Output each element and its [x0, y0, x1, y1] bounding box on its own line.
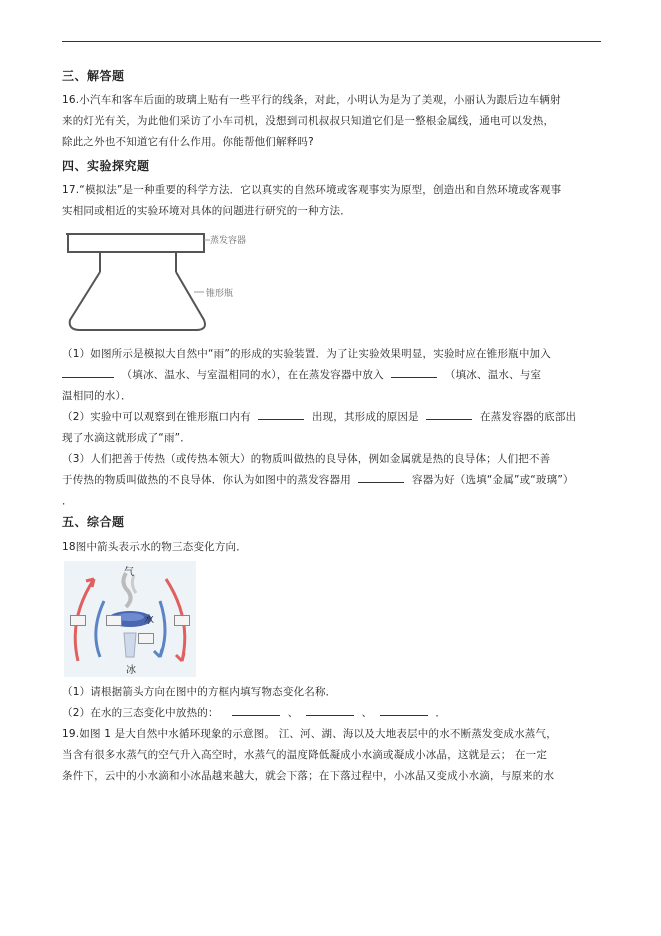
water-states-figure — [64, 561, 196, 677]
q17-part3-line-2: 于传热的物质叫做热的不良导体．你认为如图中的蒸发容器用 容器为好（选填“金属”或“玻璃”） — [62, 470, 602, 491]
section-3-heading: 三、解答题 — [62, 69, 125, 83]
answer-box-inner-left[interactable] — [106, 615, 122, 626]
q19-line-2: 当含有很多水蒸气的空气升入高空时，水蒸气的温度降低凝成小水滴或凝成小冰晶，这就是云； 在一定 — [62, 749, 548, 761]
q17-intro-line-1: 17.“模拟法”是一种重要的科学方法．它以真实的自然环境或客观事实为原型，创造出和自然环境或客观事 — [62, 184, 562, 196]
q17-part3-line-1: （3）人们把善于传热（或传热本领大）的物质叫做热的良导体，例如金属就是热的良导体；人们把不善 — [62, 453, 551, 465]
answer-blank[interactable] — [306, 703, 354, 716]
evaporation-dish-label: 蒸发容器 — [210, 236, 247, 246]
answer-blank[interactable] — [426, 407, 472, 420]
q19-line-3: 条件下，云中的小水滴和小冰晶越来越大，就会下落；在下落过程中，小冰晶又变成小水滴，与原来的水 — [62, 770, 555, 782]
question-17-intro — [62, 180, 602, 222]
answer-blank[interactable] — [258, 407, 304, 420]
q17-part2-line-1: （2）实验中可以观察到在锥形瓶口内有 出现，其形成的原因是 在蒸发容器的底部出 — [62, 407, 602, 428]
answer-box-inner-right[interactable] — [138, 633, 154, 644]
gas-label: 气 — [124, 567, 134, 578]
answer-blank[interactable] — [62, 365, 114, 378]
q17-part1-line-1: （1）如图所示是模拟大自然中“雨”的形成的实验装置．为了让实验效果明显，实验时应在锥形瓶中加入 — [62, 348, 551, 360]
q17-part1-line-2: （填冰、温水、与室温相同的水），在在蒸发容器中放入 （填冰、温水、与室 — [62, 365, 602, 386]
q18-part-1: （1）请根据箭头方向在图中的方框内填写物态变化名称． — [62, 686, 337, 698]
answer-box-right[interactable] — [174, 615, 190, 626]
q17-intro-line-2: 实相同或相近的实验环境对具体的问题进行研究的一种方法． — [62, 205, 351, 217]
section-5-heading: 五、综合题 — [62, 515, 125, 529]
question-16 — [62, 90, 602, 153]
q16-line-1: 16.小汽车和客车后面的玻璃上贴有一些平行的线条，对此，小明认为是为了美观，小丽认为跟后边车辆射 — [62, 94, 561, 106]
q17-part2-line-2: 现了水滴这就形成了“雨”． — [62, 432, 191, 444]
question-18-parts — [62, 682, 602, 724]
flask-apparatus-drawing — [64, 228, 284, 338]
question-18-intro: 18图中箭头表示水的物三态变化方向． — [62, 541, 247, 553]
answer-blank[interactable] — [232, 703, 280, 716]
ice-label: 冰 — [126, 665, 136, 676]
q17-part3-line-3: ． — [62, 495, 73, 507]
question-17-parts — [62, 344, 602, 512]
answer-blank[interactable] — [358, 470, 404, 483]
q16-line-3: 除此之外也不知道它有什么作用。你能帮他们解释吗? — [62, 136, 314, 148]
experiment-figure — [64, 228, 284, 338]
conical-flask-label: 锥形瓶 — [206, 289, 234, 299]
q17-part1-line-3: 温相同的水）． — [62, 390, 132, 402]
q19-line-1: 19.如图 1 是大自然中水循环现象的示意图。 江、河、湖、海以及大地表层中的水不断蒸发变成水蒸气， — [62, 728, 557, 740]
water-label: 水 — [144, 615, 154, 626]
q16-line-2: 来的灯光有关，为此他们采访了小车司机，没想到司机叔叔只知道它们是一整根金属线，通电可以发热， — [62, 115, 555, 127]
q18-part-2: （2）在水的三态变化中放热的： 、 、 ． — [62, 703, 602, 724]
section-4-heading: 四、实验探究题 — [62, 159, 150, 173]
answer-box-left[interactable] — [70, 615, 86, 626]
question-19 — [62, 724, 602, 787]
answer-blank[interactable] — [380, 703, 428, 716]
answer-blank[interactable] — [391, 365, 437, 378]
header-rule — [62, 41, 601, 42]
